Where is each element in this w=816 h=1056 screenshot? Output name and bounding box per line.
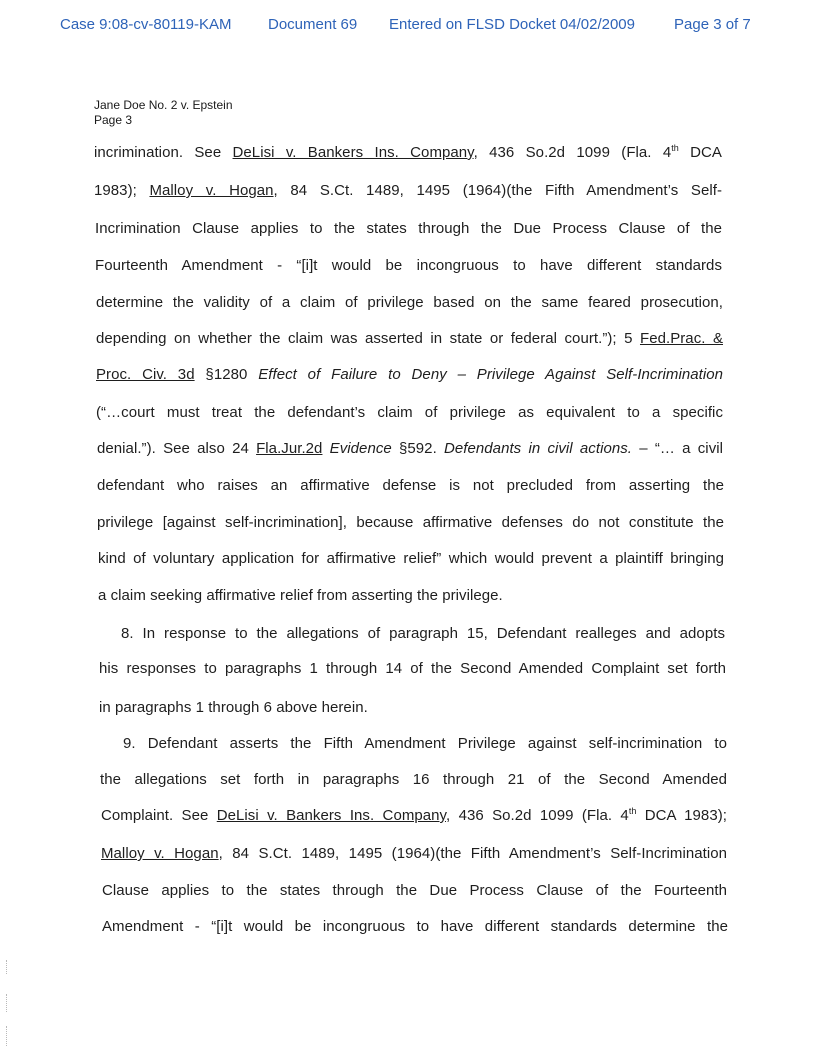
text-segment: denial.”). See also 24 (97, 440, 257, 457)
text-line (95, 257, 722, 277)
text-segment: the allegations set forth in paragraphs 16 through 21 of the Second Amended (100, 771, 727, 788)
text-segment: kind of voluntary application for affirmative relief” which would prevent a plaintiff bringing (98, 550, 724, 567)
text-segment: incrimination. See (94, 144, 233, 161)
text-segment: Clause applies to the states through the Due Process Clause of the Fourteenth (102, 882, 727, 899)
text-line (102, 918, 728, 938)
text-segment: depending on whether the claim was asserted in state or federal court.”); 5 (96, 330, 640, 347)
italic-title: Effect of Failure to Deny – Privilege Against Self-Incrimination (258, 366, 723, 383)
italic-title: Defendants in civil actions. (444, 440, 633, 457)
italic-title: Evidence (329, 440, 392, 457)
case-citation: Fla.Jur.2d (256, 440, 323, 457)
ordinal-suffix: th (628, 807, 637, 816)
text-segment: , 84 S.Ct. 1489, 1495 (1964)(the Fifth Amendment’s Self-Incrimination (218, 845, 727, 862)
text-line (99, 699, 368, 716)
text-segment: 8. In response to the allegations of paragraph 15, Defendant realleges and adopts (121, 625, 725, 642)
document-number: Document 69 (268, 16, 358, 33)
case-number: Case 9:08-cv-80119-KAM (60, 16, 232, 33)
text-segment: DCA 1983); (636, 807, 727, 824)
text-segment: Amendment - “[i]t would be incongruous to have different standards determine the (102, 918, 728, 935)
ordinal-suffix: th (671, 144, 679, 153)
text-line (97, 477, 724, 497)
text-segment: , 436 So.2d 1099 (Fla. 4 (446, 807, 629, 824)
text-segment: §1280 (194, 366, 259, 383)
scan-margin-marks (6, 960, 8, 1050)
text-segment: DCA (678, 144, 722, 161)
text-line (121, 625, 725, 645)
text-line (95, 220, 722, 240)
text-segment: , 84 S.Ct. 1489, 1495 (1964)(the Fifth Amendment’s Self- (273, 182, 722, 199)
text-line (123, 735, 727, 755)
text-line (102, 882, 727, 902)
text-segment: determine the validity of a claim of privilege based on the same feared prosecution, (96, 294, 723, 311)
text-line (96, 404, 723, 424)
text-segment (322, 440, 329, 457)
text-segment: , 436 So.2d 1099 (Fla. 4 (473, 144, 672, 161)
text-line (94, 182, 722, 202)
text-line (96, 330, 723, 350)
text-segment: defendant who raises an affirmative defense is not precluded from asserting the (97, 477, 724, 494)
text-segment: §592. (391, 440, 445, 457)
text-line (101, 807, 727, 827)
case-citation: Fed.Prac. & (639, 330, 723, 347)
text-segment: (“…court must treat the defendant’s claim of privilege as equivalent to a specific (96, 404, 723, 421)
case-citation: Proc. Civ. 3d (96, 366, 195, 383)
text-line (98, 587, 503, 604)
text-line (101, 845, 727, 865)
text-segment: – “… a civil (632, 440, 723, 457)
text-segment: a claim seeking affirmative relief from asserting the privilege. (98, 587, 503, 604)
case-citation: Malloy v. Hogan (101, 845, 219, 862)
text-segment: privilege [against self-incrimination], because affirmative defenses do not constitute the (97, 514, 724, 531)
text-line (100, 771, 727, 791)
text-segment: his responses to paragraphs 1 through 14 of the Second Amended Complaint set forth (99, 660, 726, 677)
text-segment: Fourteenth Amendment - “[i]t would be incongruous to have different standards (95, 257, 722, 274)
page-label: Page 3 (94, 113, 133, 127)
text-segment: Complaint. See (101, 807, 217, 824)
text-line (97, 440, 723, 460)
text-line (97, 514, 724, 534)
case-citation: DeLisi v. Bankers Ins. Company (232, 144, 474, 161)
text-segment: 1983); (94, 182, 150, 199)
text-line (98, 550, 724, 570)
text-line (99, 660, 726, 680)
case-citation: DeLisi v. Bankers Ins. Company (216, 807, 446, 824)
text-line (96, 366, 723, 386)
text-segment: Incrimination Clause applies to the states through the Due Process Clause of the (95, 220, 722, 237)
page-count: Page 3 of 7 (674, 16, 751, 33)
text-segment: in paragraphs 1 through 6 above herein. (99, 699, 368, 716)
text-segment: 9. Defendant asserts the Fifth Amendment Privilege against self-incrimination to (123, 735, 727, 752)
case-caption: Jane Doe No. 2 v. Epstein (94, 98, 233, 112)
text-line (96, 294, 723, 314)
docket-entry-date: Entered on FLSD Docket 04/02/2009 (389, 16, 635, 33)
text-line (94, 144, 722, 164)
case-citation: Malloy v. Hogan (149, 182, 274, 199)
